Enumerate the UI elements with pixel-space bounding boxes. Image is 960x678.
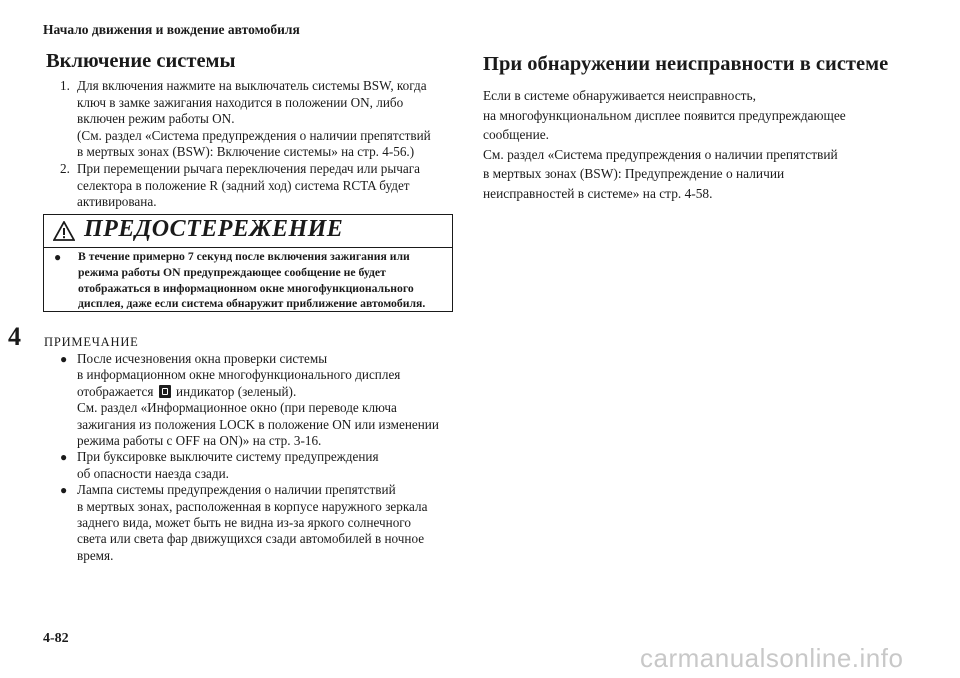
paragraph-line: в мертвых зонах (BSW): Предупреждение о наличии	[483, 166, 785, 182]
step-item	[60, 161, 460, 211]
section-heading-malfunction: При обнаружении неисправности в системе	[483, 53, 889, 75]
malfunction-paragraph	[483, 86, 903, 204]
note-text-line: После исчезновения окна проверки системы	[77, 351, 328, 366]
step-text-line: (См. раздел «Система предупреждения о наличии препятствий	[77, 127, 431, 143]
paragraph-line: на многофункциональном дисплее появится предупреждающее	[483, 107, 846, 123]
warning-text-line: дисплея, даже если система обнаружит приближение автомобиля.	[78, 297, 426, 311]
chapter-tab: 4	[8, 322, 21, 351]
note-text-line: Лампа системы предупреждения о наличии препятствий	[77, 482, 396, 498]
warning-text-line: режима работы ON предупреждающее сообщение не будет	[78, 265, 386, 279]
note-text-line: При буксировке выключите систему предупреждения	[77, 449, 379, 465]
note-text-line: в мертвых зонах, расположенная в корпусе наружного зеркала	[77, 498, 428, 514]
bullet-icon: ●	[60, 450, 68, 465]
warning-body	[54, 249, 450, 312]
warning-triangle-icon	[53, 221, 75, 241]
note-text-line: заднего вида, может быть не видна из-за яркого солнечного	[77, 515, 411, 531]
step-text-line: в мертвых зонах (BSW): Включение системы» на стр. 4-56.)	[77, 144, 415, 160]
section-heading-system-on: Включение системы	[46, 50, 236, 72]
paragraph-line: неисправностей в системе» на стр. 4-58.	[483, 185, 713, 201]
warning-text-line: отображаться в информационном окне многофункционального	[78, 281, 414, 295]
note-item	[60, 482, 460, 564]
note-text-fragment: индикатор (зеленый).	[176, 383, 297, 399]
paragraph-line: См. раздел «Система предупреждения о наличии препятствий	[483, 146, 838, 162]
paragraph-line: сообщение.	[483, 127, 550, 143]
note-label: ПРИМЕЧАНИЕ	[44, 335, 139, 349]
note-item	[60, 449, 460, 482]
note-text-line: света или света фар движущихся сзади автомобилей в ночное	[77, 531, 425, 547]
warning-title: ПРЕДОСТЕРЕЖЕНИЕ	[84, 216, 344, 242]
step-text-line: ключ в замке зажигания находится в положении ON, либо	[77, 94, 404, 110]
steps-list	[60, 78, 460, 211]
note-text-line	[77, 384, 460, 400]
bsw-indicator-icon	[159, 385, 171, 398]
warning-text-line: В течение примерно 7 секунд после включения зажигания или	[78, 250, 410, 263]
step-text-line: селектора в положение R (задний ход) система RCTA будет	[77, 177, 410, 193]
step-number: 1.	[60, 78, 70, 93]
note-text-line: См. раздел «Информационное окно (при переводе ключа	[77, 400, 397, 416]
step-item	[60, 78, 460, 161]
note-item	[60, 351, 460, 449]
note-text-line: зажигания из положения LOCK в положение ON или изменении	[77, 416, 439, 432]
note-list	[60, 351, 460, 564]
bullet-icon: ●	[60, 483, 68, 498]
running-header: Начало движения и вождение автомобиля	[43, 22, 300, 37]
note-text-line: об опасности наезда сзади.	[77, 465, 229, 481]
note-text-line: в информационном окне многофункционального дисплея	[77, 367, 401, 383]
note-text-line: режима работы с OFF на ON)» на стр. 3-16.	[77, 433, 322, 449]
step-text-line: включен режим работы ON.	[77, 111, 235, 127]
step-text-line: активирована.	[77, 194, 157, 210]
note-text-fragment: отображается	[77, 383, 154, 399]
warning-box	[43, 214, 453, 312]
step-number: 2.	[60, 160, 70, 176]
bullet-icon: ●	[54, 250, 62, 264]
bullet-icon: ●	[60, 352, 68, 366]
step-text-line: Для включения нажмите на выключатель системы BSW, когда	[77, 78, 427, 93]
page-number: 4-82	[43, 631, 69, 646]
note-text-line: время.	[77, 547, 114, 563]
paragraph-line: Если в системе обнаруживается неисправность,	[483, 88, 756, 103]
step-text-line: При перемещении рычага переключения передач или рычага	[77, 160, 421, 176]
watermark: carmanualsonline.info	[640, 643, 904, 673]
warning-header	[44, 215, 452, 248]
